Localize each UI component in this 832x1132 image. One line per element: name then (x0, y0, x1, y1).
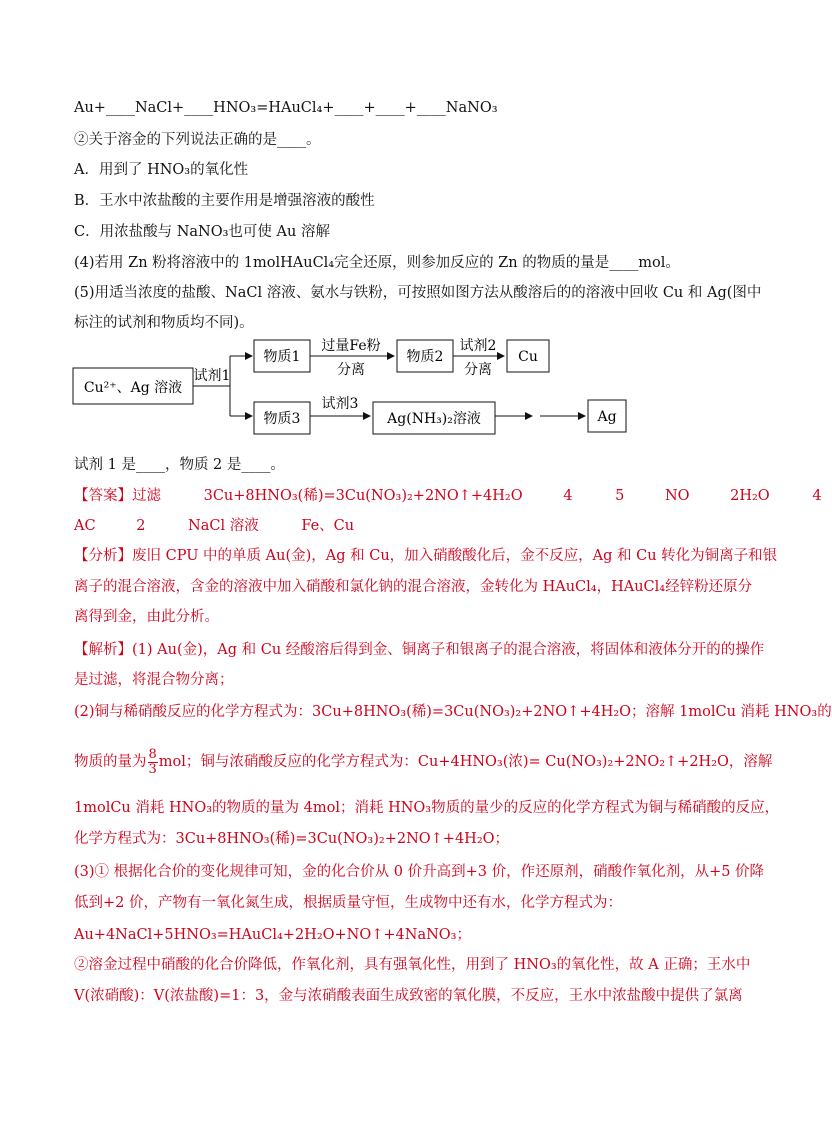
answer-row2 (74, 516, 730, 536)
answer-row1 (74, 486, 822, 506)
answer-item: Fe、Cu (301, 518, 355, 534)
cu-label: Cu (518, 349, 538, 365)
reagent2-label: 试剂2 (459, 338, 497, 354)
answer-item: NO (664, 488, 690, 504)
option-b: B．王水中浓盐酸的主要作用是增强溶液的酸性 (74, 193, 375, 209)
analysis-line1 (74, 546, 778, 566)
ag-complex-label: Ag(NH₃)₂溶液 (387, 411, 481, 427)
question-5-line1: (5)用适当浓度的盐酸、NaCl 溶液、氨水与铁粉，可按照如图方法从酸溶后的的溶液中回收 Cu 和 Ag(图中 (74, 285, 762, 301)
question-sub2: ②关于溶金的下列说法正确的是____。 (74, 132, 321, 148)
answer-item: 5 (615, 488, 625, 504)
explanation-text: mol；铜与浓硝酸反应的化学方程式为：Cu+4HNO₃(浓)= Cu(NO₃)₂+2NO₂↑+2H₂O，溶解 (158, 754, 773, 770)
analysis-line2: 离子的混合溶液，含金的溶液中加入硝酸和氯化钠的混合溶液，金转化为 HAuCl₄，HAuCl₄经锌粉还原分 (74, 579, 753, 595)
option-a: A．用到了 HNO₃的氧化性 (74, 162, 249, 178)
explanation-tag: 【解析】 (74, 642, 132, 658)
explanation-line6: 化学方程式为：3Cu+8HNO₃(稀)=3Cu(NO₃)₂+2NO↑+4H₂O； (74, 831, 510, 847)
fraction-denominator: 3 (148, 761, 157, 777)
ag-label: Ag (597, 409, 617, 425)
separate1-label: 分离 (337, 362, 365, 378)
fraction (148, 748, 158, 777)
explanation-line9: Au+4NaCl+5HNO₃=HAuCl₄+2H₂O+NO↑+4NaNO₃； (74, 927, 471, 943)
answer-item: 过滤 (132, 488, 161, 504)
explanation-line5: 1molCu 消耗 HNO₃的物质的量为 4mol；消耗 HNO₃物质的量少的反应的化学方程式为铜与稀硝酸的反应， (74, 800, 780, 816)
start-solution-label: Cu²⁺、Ag 溶液 (83, 380, 183, 396)
explanation-line7: (3)① 根据化合价的变化规律可知，金的化合价从 0 价升高到+3 价，作还原剂，硝酸作氧化剂，从+5 价降 (74, 864, 765, 880)
explanation-line2: 是过滤，将混合物分离； (74, 672, 234, 688)
question-equation-line: Au+____NaCl+____HNO₃=HAuCl₄+____+____+____NaNO₃ (74, 100, 498, 116)
substance1-label: 物质1 (263, 349, 301, 365)
separate2-label: 分离 (464, 362, 492, 378)
answer-item: 3Cu+8HNO₃(稀)=3Cu(NO₃)₂+2NO↑+4H₂O (203, 488, 523, 504)
explanation-line11: V(浓硝酸)：V(浓盐酸)=1：3，金与浓硝酸表面生成致密的氧化膜，不反应，王水中浓盐酸中提供了氯离 (74, 988, 743, 1004)
answer-item: 4 (812, 488, 822, 504)
explanation-text: 物质的量为 (74, 754, 147, 770)
analysis-text: 废旧 CPU 中的单质 Au(金)，Ag 和 Cu，加入硝酸酸化后，金不反应，Ag 和 Cu 转化为铜离子和银 (132, 548, 778, 564)
substance3-label: 物质3 (263, 411, 301, 427)
reagent1-label: 试剂1 (193, 368, 231, 384)
answer-item: AC (74, 518, 96, 534)
fraction-numerator: 8 (148, 746, 157, 762)
analysis-tag: 【分析】 (74, 548, 132, 564)
question-5-blanks: 试剂 1 是____，物质 2 是____。 (74, 457, 285, 473)
substance2-label: 物质2 (406, 349, 444, 365)
question-5-line2: 标注的试剂和物质均不同)。 (74, 315, 254, 331)
answer-tag: 【答案】 (74, 488, 132, 504)
option-c: C．用浓盐酸与 NaNO₃也可使 Au 溶解 (74, 224, 330, 240)
answer-item: 2 (136, 518, 146, 534)
recovery-flow-diagram (60, 330, 660, 445)
explanation-text: (1) Au(金)，Ag 和 Cu 经酸溶后得到金、铜离子和银离子的混合溶液，将固体和液体分开的的操作 (132, 642, 765, 658)
answer-item: 2H₂O (730, 488, 770, 504)
explanation-line3: (2)铜与稀硝酸反应的化学方程式为：3Cu+8HNO₃(稀)=3Cu(NO₃)₂+2NO↑+4H₂O；溶解 1molCu 消耗 HNO₃的 (74, 704, 832, 720)
explanation-line8: 低到+2 价，产物有一氧化氮生成，根据质量守恒，生成物中还有水，化学方程式为： (74, 895, 622, 911)
fe-powder-label: 过量Fe粉 (321, 338, 381, 354)
question-4: (4)若用 Zn 粉将溶液中的 1molHAuCl₄完全还原，则参加反应的 Zn 的物质的量是____mol。 (74, 255, 680, 271)
explanation-line1 (74, 640, 765, 660)
analysis-line3: 离得到金，由此分析。 (74, 609, 219, 625)
answer-item: NaCl 溶液 (188, 518, 259, 534)
explanation-line10: ②溶金过程中硝酸的化合价降低，作氧化剂，具有强氧化性，用到了 HNO₃的氧化性，故 A 正确；王水中 (74, 957, 751, 973)
explanation-line4 (74, 742, 773, 782)
reagent3-label: 试剂3 (321, 396, 359, 412)
answer-item: 4 (563, 488, 573, 504)
